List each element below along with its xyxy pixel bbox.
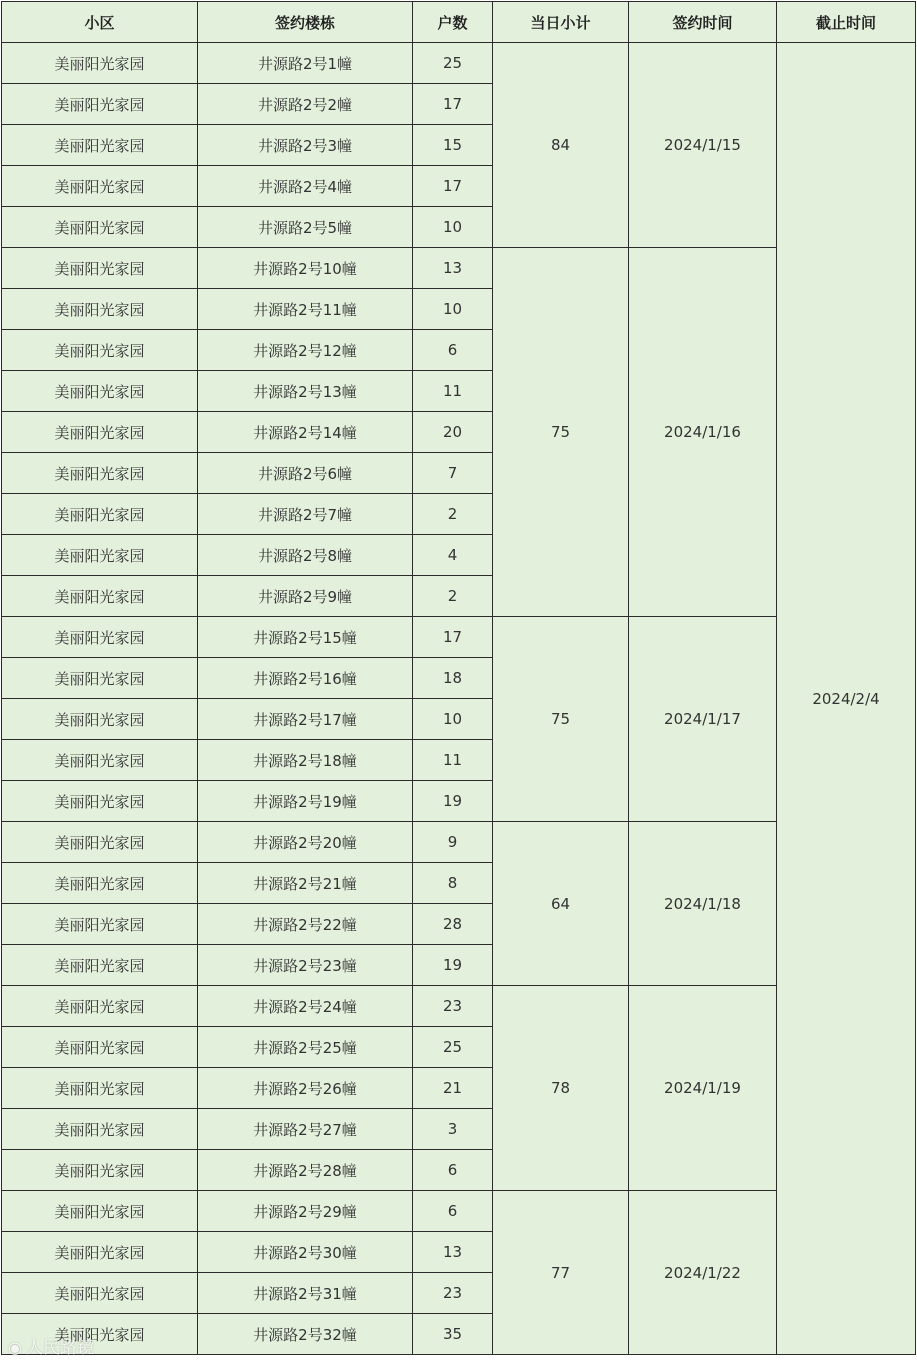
- community-cell: 美丽阳光家园: [2, 822, 198, 863]
- camera-icon: ◉: [8, 1338, 22, 1357]
- header-daily-subtotal: 当日小计: [493, 2, 629, 43]
- building-cell: 井源路2号14幢: [198, 412, 413, 453]
- building-cell: 井源路2号17幢: [198, 699, 413, 740]
- households-cell: 4: [413, 535, 493, 576]
- building-cell: 井源路2号19幢: [198, 781, 413, 822]
- community-cell: 美丽阳光家园: [2, 1191, 198, 1232]
- households-cell: 3: [413, 1109, 493, 1150]
- community-cell: 美丽阳光家园: [2, 1068, 198, 1109]
- households-cell: 6: [413, 1191, 493, 1232]
- signing-date-cell: 2024/1/17: [629, 617, 777, 822]
- building-cell: 井源路2号15幢: [198, 617, 413, 658]
- households-cell: 2: [413, 576, 493, 617]
- building-cell: 井源路2号5幢: [198, 207, 413, 248]
- community-cell: 美丽阳光家园: [2, 945, 198, 986]
- community-cell: 美丽阳光家园: [2, 1027, 198, 1068]
- households-cell: 17: [413, 84, 493, 125]
- watermark-text: 人民路镜: [25, 1338, 94, 1358]
- building-cell: 井源路2号3幢: [198, 125, 413, 166]
- building-cell: 井源路2号28幢: [198, 1150, 413, 1191]
- households-cell: 21: [413, 1068, 493, 1109]
- community-cell: 美丽阳光家园: [2, 781, 198, 822]
- signing-date-cell: 2024/1/19: [629, 986, 777, 1191]
- community-cell: 美丽阳光家园: [2, 166, 198, 207]
- households-cell: 20: [413, 412, 493, 453]
- building-cell: 井源路2号30幢: [198, 1232, 413, 1273]
- households-cell: 17: [413, 166, 493, 207]
- building-cell: 井源路2号16幢: [198, 658, 413, 699]
- community-cell: 美丽阳光家园: [2, 863, 198, 904]
- header-community: 小区: [2, 2, 198, 43]
- households-cell: 2: [413, 494, 493, 535]
- signing-date-cell: 2024/1/18: [629, 822, 777, 986]
- building-cell: 井源路2号6幢: [198, 453, 413, 494]
- community-cell: 美丽阳光家园: [2, 125, 198, 166]
- households-cell: 17: [413, 617, 493, 658]
- households-cell: 11: [413, 740, 493, 781]
- community-cell: 美丽阳光家园: [2, 43, 198, 84]
- building-cell: 井源路2号4幢: [198, 166, 413, 207]
- community-cell: 美丽阳光家园: [2, 576, 198, 617]
- signing-date-cell: 2024/1/16: [629, 248, 777, 617]
- households-cell: 23: [413, 1273, 493, 1314]
- households-cell: 19: [413, 781, 493, 822]
- households-cell: 8: [413, 863, 493, 904]
- households-cell: 6: [413, 1150, 493, 1191]
- households-cell: 7: [413, 453, 493, 494]
- community-cell: 美丽阳光家园: [2, 658, 198, 699]
- community-cell: 美丽阳光家园: [2, 740, 198, 781]
- community-cell: 美丽阳光家园: [2, 1109, 198, 1150]
- building-cell: 井源路2号21幢: [198, 863, 413, 904]
- building-cell: 井源路2号7幢: [198, 494, 413, 535]
- community-cell: 美丽阳光家园: [2, 535, 198, 576]
- building-cell: 井源路2号12幢: [198, 330, 413, 371]
- signing-date-cell: 2024/1/22: [629, 1191, 777, 1355]
- community-cell: 美丽阳光家园: [2, 1273, 198, 1314]
- building-cell: 井源路2号1幢: [198, 43, 413, 84]
- households-cell: 18: [413, 658, 493, 699]
- building-cell: 井源路2号29幢: [198, 1191, 413, 1232]
- header-households: 户数: [413, 2, 493, 43]
- households-cell: 10: [413, 289, 493, 330]
- table-body: [2, 43, 916, 1355]
- households-cell: 10: [413, 699, 493, 740]
- community-cell: 美丽阳光家园: [2, 1150, 198, 1191]
- households-cell: 13: [413, 1232, 493, 1273]
- community-cell: 美丽阳光家园: [2, 453, 198, 494]
- community-cell: 美丽阳光家园: [2, 330, 198, 371]
- building-cell: 井源路2号24幢: [198, 986, 413, 1027]
- households-cell: 9: [413, 822, 493, 863]
- households-cell: 35: [413, 1314, 493, 1355]
- community-cell: 美丽阳光家园: [2, 289, 198, 330]
- building-cell: 井源路2号26幢: [198, 1068, 413, 1109]
- building-cell: 井源路2号20幢: [198, 822, 413, 863]
- daily-subtotal-cell: 75: [493, 617, 629, 822]
- building-cell: 井源路2号9幢: [198, 576, 413, 617]
- community-cell: 美丽阳光家园: [2, 1314, 198, 1355]
- building-cell: 井源路2号11幢: [198, 289, 413, 330]
- community-cell: 美丽阳光家园: [2, 248, 198, 289]
- community-cell: 美丽阳光家园: [2, 207, 198, 248]
- community-cell: 美丽阳光家园: [2, 699, 198, 740]
- daily-subtotal-cell: 78: [493, 986, 629, 1191]
- header-building: 签约楼栋: [198, 2, 413, 43]
- households-cell: 19: [413, 945, 493, 986]
- households-cell: 10: [413, 207, 493, 248]
- daily-subtotal-cell: 64: [493, 822, 629, 986]
- households-cell: 6: [413, 330, 493, 371]
- building-cell: 井源路2号10幢: [198, 248, 413, 289]
- daily-subtotal-cell: 77: [493, 1191, 629, 1355]
- daily-subtotal-cell: 84: [493, 43, 629, 248]
- community-cell: 美丽阳光家园: [2, 412, 198, 453]
- building-cell: 井源路2号32幢: [198, 1314, 413, 1355]
- signing-date-cell: 2024/1/15: [629, 43, 777, 248]
- building-cell: 井源路2号27幢: [198, 1109, 413, 1150]
- building-cell: 井源路2号22幢: [198, 904, 413, 945]
- community-cell: 美丽阳光家园: [2, 617, 198, 658]
- building-cell: 井源路2号2幢: [198, 84, 413, 125]
- daily-subtotal-cell: 75: [493, 248, 629, 617]
- deadline-cell: 2024/2/4: [777, 43, 916, 1355]
- building-cell: 井源路2号13幢: [198, 371, 413, 412]
- header-deadline: 截止时间: [777, 2, 916, 43]
- community-cell: 美丽阳光家园: [2, 1232, 198, 1273]
- building-cell: 井源路2号31幢: [198, 1273, 413, 1314]
- households-cell: 25: [413, 43, 493, 84]
- households-cell: 11: [413, 371, 493, 412]
- header-signing-date: 签约时间: [629, 2, 777, 43]
- table-row: [2, 43, 916, 84]
- community-cell: 美丽阳光家园: [2, 494, 198, 535]
- header-row: [2, 2, 916, 43]
- signing-table: [1, 1, 916, 1355]
- households-cell: 13: [413, 248, 493, 289]
- community-cell: 美丽阳光家园: [2, 371, 198, 412]
- building-cell: 井源路2号18幢: [198, 740, 413, 781]
- community-cell: 美丽阳光家园: [2, 84, 198, 125]
- households-cell: 15: [413, 125, 493, 166]
- households-cell: 25: [413, 1027, 493, 1068]
- building-cell: 井源路2号8幢: [198, 535, 413, 576]
- households-cell: 28: [413, 904, 493, 945]
- building-cell: 井源路2号23幢: [198, 945, 413, 986]
- households-cell: 23: [413, 986, 493, 1027]
- building-cell: 井源路2号25幢: [198, 1027, 413, 1068]
- community-cell: 美丽阳光家园: [2, 986, 198, 1027]
- community-cell: 美丽阳光家园: [2, 904, 198, 945]
